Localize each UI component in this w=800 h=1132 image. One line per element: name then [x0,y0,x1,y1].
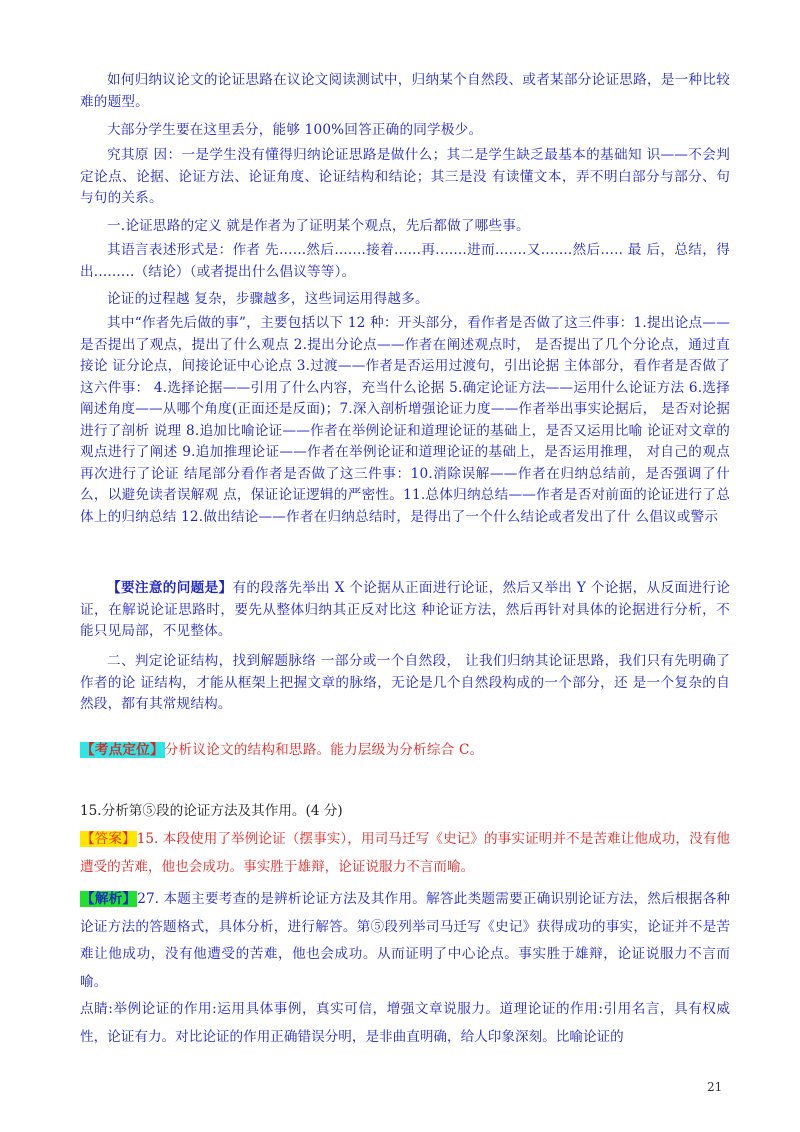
dianjing-text: 点睛:举例论证的作用:运用具体事例，真实可信，增强文章说服力。道理论证的作用:引用名言，具有权威性，论证有力。对比论证的作用正确错误分明，是非曲直明确，给人印象深刻。比喻论证的 [80,1001,730,1045]
kaodian-tag: 【考点定位】 [81,742,164,758]
paragraph-twelve-steps: 其中“作者先后做的事”，主要包括以下 12 种：开头部分，看作者是否做了这三件事：1.提出论点——是否提出了观点，提出了什么观点 2.提出分论点——作者在阐述观点时， 是否提出了几个分论点，通过直接论 证分论点，间接论证中心论点 3.过渡——作者是否运用过渡句，引出论据 主体部分，看作者是否做了这六件事： 4.选择论据——引用了什么内容，充当什么论据 5.确定论证方法——运用什么论证方法 6.选择阐述角度——从哪个角度(正面还是反面)；7.深入剖析增强论证力度——作者举出事实论据后， 是否对论据进行了剖析 说理 8.追加比喻论证——作者在举例论证和道理论证的基础上，是否又运用比喻 论证对文章的观点进行了阐述 9.追加推理论证——作者在举例论证和道理论证的基础上，是否运用推理， 对自己的观点再次进行了论证 结尾部分看作者是否做了这三件事：10.消除误解——作者在归纳总结前，是否强调了什么，以避免读者误解观 点，保证论证逻辑的严密性。11.总体归纳总结——作者是否对前面的论证进行了总体上的归纳总结 12.做出结论——作者在归纳总结时，是得出了一个什么结论或者发出了什 么倡议或警示 [80,315,730,525]
paragraph-intro: 如何归纳议论文的论证思路在议论文阅读测试中，归纳某个自然段、或者某部分论证思路，是一种比较难的题型。 [80,72,730,110]
kaodian-text: 分析议论文的结构和思路。能力层级为分析综合 C。 [164,742,484,758]
analysis-text: 27. 本题主要考查的是辨析论证方法及其作用。解答此类题需要正确识别论证方法，然后根据各种论证方法的答题格式，具体分析，进行解答。第⑤段列举司马迁写《史记》获得成功的事实，论证并不是苦难让他成功，没有他遭受的苦难，他也会成功。从而证明了中心论点。事实胜于雄辩，论证说服力不言而喻。 [80,891,731,990]
paragraph-structure: 二、判定论证结构，找到解题脉络 一部分或一个自然段， 让我们归纳其论证思路，我们只有先明确了作者的论 证结构，才能从框架上把握文章的脉络，无论是几个自然段构成的一个部分，还 是一个复杂的自然段，都有其常规结构。 [80,653,730,712]
page-number: 21 [707,1080,723,1094]
paragraph-process: 论证的过程越 复杂，步骤越多，这些词运用得越多。 [107,291,429,307]
paragraph-expression-form: 其语言表述形式是：作者 先......然后.......接着......再.......进而.......又.......然后..... 最 后，总结，得出.........（结论）（或者提出什么倡议等等）。 [80,242,730,280]
answer-block [80,826,730,881]
question-15: 15.分析第⑤段的论证方法及其作用。(4 分) [80,803,343,819]
analysis-block [80,886,730,1051]
attention-text: 有的段落先举出 X 个论据从正面进行论证，然后又举出 Y 个论据，从反面进行论证，在解说论证思路时，要先从整体归纳其正反对比这 种论证方法，然后再针对具体的论据进行分析，不能只见局部，不见整体。 [80,580,730,639]
paragraph-definition: 一.论证思路的定义 就是作者为了证明某个观点，先后都做了哪些事。 [107,218,530,234]
paragraph-difficulty: 大部分学生要在这里丢分，能够 100%回答正确的同学极少。 [107,122,483,138]
paragraph-attention [80,578,730,643]
kaodian-line [80,740,730,762]
answer-text: 15. 本段使用了举例论证（摆事实），用司马迁写《史记》的事实证明并不是苦难让他成功，没有他遭受的苦难，他也会成功。事实胜于雄辩，论证说服力不言而喻。 [80,831,730,875]
attention-label: 【要注意的问题是】 [107,580,233,596]
answer-tag: 【答案】 [81,831,136,847]
paragraph-reasons: 究其原 因：一是学生没有懂得归纳论证思路是做什么；其二是学生缺乏最基本的基础知 识——不会判定论点、论据、论证方法、论证角度、论证结构和结论；其三是没 有读懂文本，弄不明白部分与部分、句与句的关系。 [80,147,730,206]
analysis-tag: 【解析】 [81,891,137,907]
